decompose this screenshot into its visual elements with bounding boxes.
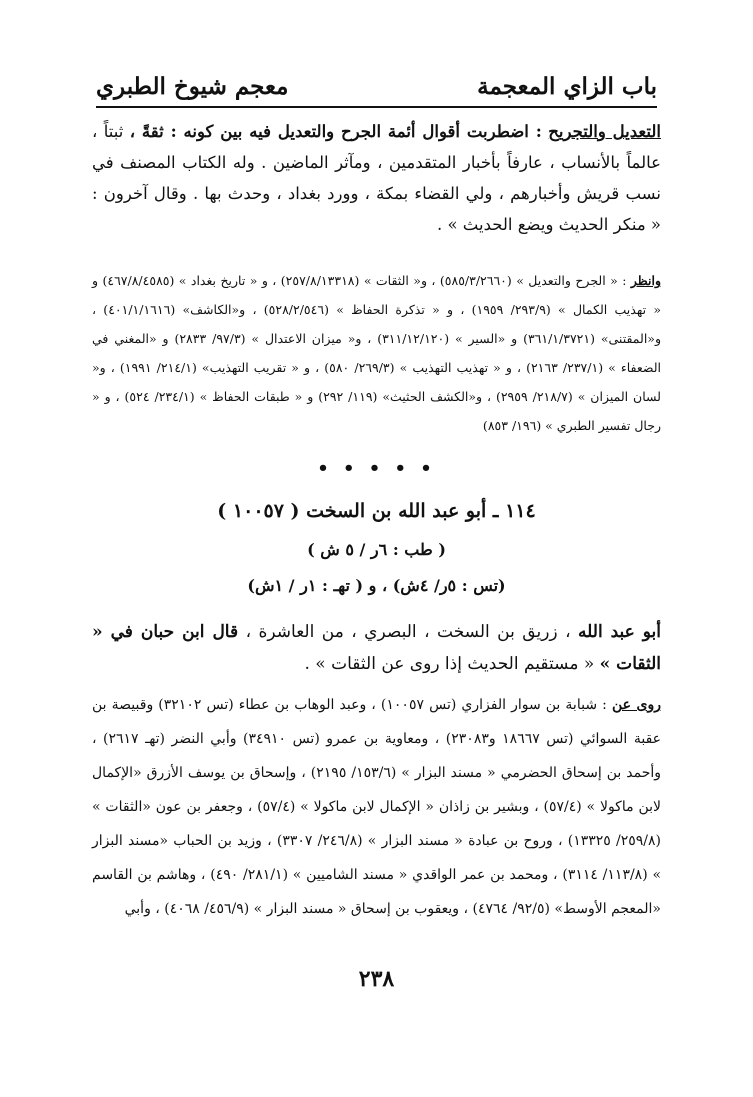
running-header: [96, 62, 657, 100]
entry-intro-paragraph: [92, 616, 661, 680]
narrator-intro: ، زريق بن السخت ، البصري ، من العاشرة ،: [245, 622, 571, 642]
references-paragraph: [92, 266, 661, 440]
header-rule: [96, 106, 657, 108]
narrator-name: أبو عبد الله: [578, 622, 662, 642]
assessment-paragraph: [92, 116, 661, 240]
section-separator: • • • • •: [317, 458, 436, 479]
assessment-text: ثبتاً ، عالماً بالأنساب ، عارفاً بأخبار المتقدمين ، ومآثر الماضين . وله الكتاب المصنف في نسب قريش وأخبارهم ، ولي القضاء بمكة ، وورد بغداد ، وحدث بها . وقال آخرون : « منكر الحديث ويضع الحديث » .: [92, 122, 661, 234]
assessment-label: التعديل والتجريح: [548, 122, 661, 141]
narrated-from-label: روى عن: [611, 697, 661, 713]
assessment-lead: : اضطربت أقوال أئمة الجرح والتعديل فيه بين كونه : ثقةً ،: [129, 122, 542, 141]
narrated-from-text: : شبابة بن سوار الفزاري (تس ١٠٠٥٧) ، وعبد الوهاب بن عطاء (تس ٣٢١٠٢) وقبيصة بن عقبة السوائي (تس ١٨٦٦٧ و٢٣٠٨٣) ، ومعاوية بن عمرو (تس ٣٤٩١٠) وأبي النضر (تهـ ٢٦١٧) ، وأحمد بن إسحاق الحضرمي « مسند البزار » (١٥٣/٦/ ٢١٩٥) ، وإسحاق بن يوسف الأزرق «الإكمال لابن ماكولا » (٥٧/٤) ، وبشير بن زاذان « الإكمال لابن ماكولا » (٥٧/٤) ، وجعفر بن عون «الثقات » (٢٥٩/٨/ ١٣٣٢٥) ، وروح بن عبادة « مسند البزار » (٢٤٦/٨/ ٣٣٠٧) ، وزيد بن الحباب «مسند البزار » (١١٣/٨/ ٣١١٤) ، ومحمد بن عمر الواقدي « مسند الشاميين » (٢٨١/١/ ٤٩٠) ، وهاشم بن القاسم «المعجم الأوسط» (٩٢/٥/ ٤٧٦٤) ، ويعقوب بن إسحاق « مسند البزار » (٤٥٦/٩/ ٤٠٦٨) ، وأبي: [92, 697, 662, 917]
references-label: وانظر: [630, 273, 661, 288]
entry-heading: ١١٤ ـ أبو عبد الله بن السخت ( ١٠٠٥٧ ): [217, 500, 536, 522]
entry-code-line-1: ( طب : ٦ر / ٥ ش ): [307, 540, 446, 559]
narrated-from-paragraph: [92, 688, 661, 926]
entry-code-line-2: (تس : ٥ر/ ٤ش) ، و ( تهـ : ١ر / ١ش): [247, 576, 506, 595]
ibn-hibban-quote: « مستقيم الحديث إذا روى عن الثقات » .: [304, 654, 595, 674]
page-number: ٢٣٨: [358, 966, 395, 992]
references-text: : « الجرح والتعديل » (٥٨٥/٣/٢٦٦٠) ، و« الثقات » (٢٥٧/٨/١٣٣١٨) ، و « تاريخ بغداد » (٤٦٧/٨/٤٥٨٥) و « تهذيب الكمال » (٢٩٣/٩/ ١٩٥٩) ، و « تذكرة الحفاظ » (٥٢٨/٢/٥٤٦) ، و«الكاشف» (٤٠١/١/١٦١٦) ، و«المقتنى» (٣٦١/١/٣٧٢١) و «السير » (٣١١/١٢/١٢٠) ، و« ميزان الاعتدال » (٩٧/٣/ ٢٨٣٣) و «المغني في الضعفاء » (٢٣٧/١/ ٢١٦٣) ، و « تهذيب التهذيب » (٢٦٩/٣/ ٥٨٠) ، و « تقريب التهذيب» (٢١٤/١/ ١٩٩١) ، و« لسان الميزان » (٢١٨/٧/ ٢٩٥٩) ، و«الكشف الحثيث» (١١٩/ ٢٩٢) و « طبقات الحفاظ » (٢٣٤/١/ ٥٢٤) ، و « رجال تفسير الطبري » (١٩٦/ ٨٥٣): [92, 273, 662, 433]
ibn-hibban-ref: قال ابن حبان في « الثقات »: [92, 622, 661, 674]
chapter-title: باب الزاي المعجمة: [477, 73, 657, 100]
book-title: معجم شيوخ الطبري: [96, 73, 289, 100]
